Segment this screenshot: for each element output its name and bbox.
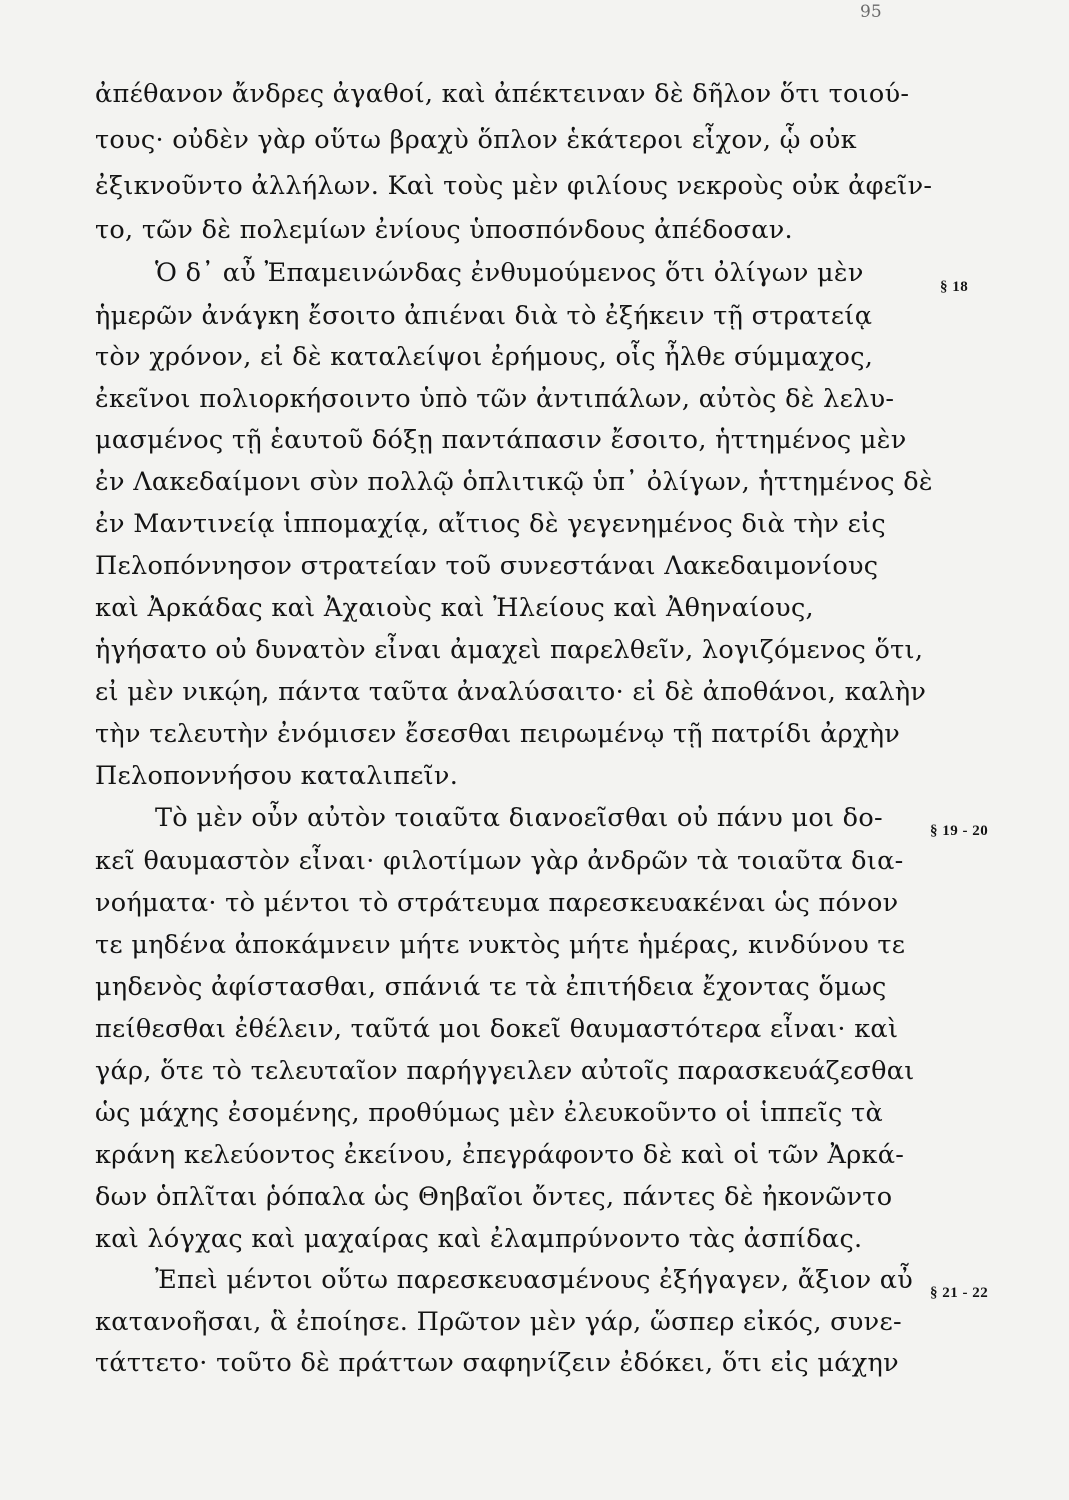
text-line: εἰ μὲν νικῴη, πάντα ταῦτα ἀναλύσαιτο· εἰ δὲ ἀποθάνοι, καλὴν — [95, 677, 927, 707]
margin-note-section: § 18 — [940, 279, 969, 295]
text-line: ἐν Λακεδαίμονι σὺν πολλῷ ὁπλιτικῷ ὑπ᾽ ὀλίγων, ἡττημένος δὲ — [95, 467, 933, 497]
text-line: Τὸ μὲν οὖν αὐτὸν τοιαῦτα διανοεῖσθαι οὐ πάνυ μοι δο- — [155, 803, 883, 833]
text-line: Ὁ δ᾽ αὖ Ἐπαμεινώνδας ἐνθυμούμενος ὅτι ὀλίγων μὲν — [155, 258, 864, 288]
margin-note-section: § 21 - 22 — [930, 1285, 989, 1301]
text-line: ἡμερῶν ἀνάγκη ἔσοιτο ἀπιέναι διὰ τὸ ἐξήκειν τῇ στρατείᾳ — [95, 301, 873, 331]
text-line: Πελοπόννησον στρατείαν τοῦ συνεστάναι Λακεδαιμονίους — [95, 551, 879, 581]
text-line: ἀπέθανον ἄνδρες ἀγαθοί, καὶ ἀπέκτειναν δὲ δῆλον ὅτι τοιού- — [95, 79, 910, 109]
text-line: τους· οὐδὲν γὰρ οὕτω βραχὺ ὅπλον ἑκάτεροι εἶχον, ᾧ οὐκ — [95, 125, 857, 155]
page-number: 95 — [860, 2, 882, 22]
text-line: κράνη κελεύοντος ἐκείνου, ἐπεγράφοντο δὲ καὶ οἱ τῶν Ἀρκά- — [95, 1140, 905, 1170]
text-line: ἐν Μαντινείᾳ ἱππομαχίᾳ, αἴτιος δὲ γεγενημένος διὰ τὴν εἰς — [95, 509, 886, 539]
text-line: κεῖ θαυμαστὸν εἶναι· φιλοτίμων γὰρ ἀνδρῶν τὰ τοιαῦτα δια- — [95, 846, 904, 876]
text-line: το, τῶν δὲ πολεμίων ἐνίους ὑποσπόνδους ἀπέδοσαν. — [95, 215, 793, 245]
text-line: ὡς μάχης ἐσομένης, προθύμως μὲν ἐλευκοῦντο οἱ ἱππεῖς τὰ — [95, 1098, 883, 1128]
margin-note-section: § 19 - 20 — [930, 823, 989, 839]
text-line: τὸν χρόνον, εἰ δὲ καταλείψοι ἐρήμους, οἷς ἦλθε σύμμαχος, — [95, 342, 874, 372]
text-line: μηδενὸς ἀφίστασθαι, σπάνιά τε τὰ ἐπιτήδεια ἔχοντας ὅμως — [95, 972, 887, 1002]
text-line: πείθεσθαι ἐθέλειν, ταῦτά μοι δοκεῖ θαυμαστότερα εἶναι· καὶ — [95, 1014, 899, 1044]
text-line: καὶ λόγχας καὶ μαχαίρας καὶ ἐλαμπρύνοντο τὰς ἀσπίδας. — [95, 1224, 863, 1254]
text-line: τε μηδένα ἀποκάμνειν μήτε νυκτὸς μήτε ἡμέρας, κινδύνου τε — [95, 930, 906, 960]
text-line: Ἐπεὶ μέντοι οὕτω παρεσκευασμένους ἐξήγαγεν, ἄξιον αὖ — [155, 1265, 914, 1295]
text-line: ἡγήσατο οὐ δυνατὸν εἶναι ἀμαχεὶ παρελθεῖν, λογιζόμενος ὅτι, — [95, 635, 924, 665]
text-line: τὴν τελευτὴν ἐνόμισεν ἔσεσθαι πειρωμένῳ τῇ πατρίδι ἀρχὴν — [95, 719, 901, 749]
text-line: γάρ, ὅτε τὸ τελευταῖον παρήγγειλεν αὐτοῖς παρασκευάζεσθαι — [95, 1056, 915, 1086]
text-line: καὶ Ἀρκάδας καὶ Ἀχαιοὺς καὶ Ἠλείους καὶ Ἀθηναίους, — [95, 593, 814, 623]
text-line: νοήματα· τὸ μέντοι τὸ στράτευμα παρεσκευακέναι ὡς πόνον — [95, 888, 899, 918]
text-line: ἐξικνοῦντο ἀλλήλων. Καὶ τοὺς μὲν φιλίους νεκροὺς οὐκ ἀφεῖν- — [95, 171, 933, 201]
text-line: κατανοῆσαι, ἃ ἐποίησε. Πρῶτον μὲν γάρ, ὥσπερ εἰκός, συνε- — [95, 1307, 902, 1337]
text-line: Πελοποννήσου καταλιπεῖν. — [95, 761, 459, 791]
text-line: μασμένος τῇ ἑαυτοῦ δόξῃ παντάπασιν ἔσοιτο, ἡττημένος μὲν — [95, 425, 907, 455]
text-line: τάττετο· τοῦτο δὲ πράττων σαφηνίζειν ἐδόκει, ὅτι εἰς μάχην — [95, 1348, 899, 1378]
text-line: δων ὁπλῖται ῥόπαλα ὡς Θηβαῖοι ὄντες, πάντες δὲ ἠκονῶντο — [95, 1182, 893, 1212]
text-line: ἐκεῖνοι πολιορκήσοιντο ὑπὸ τῶν ἀντιπάλων, αὐτὸς δὲ λελυ- — [95, 384, 895, 414]
